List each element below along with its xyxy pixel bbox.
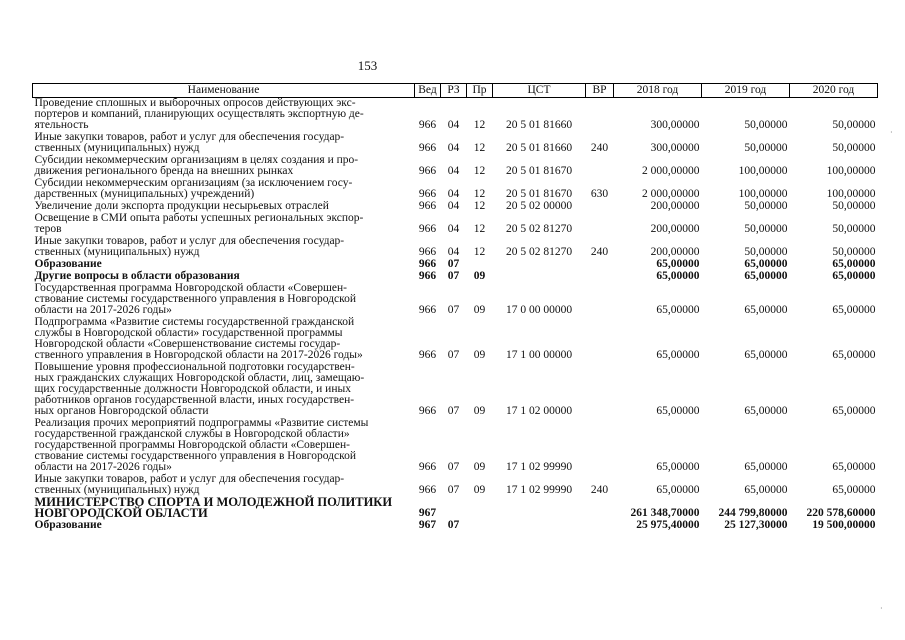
cell-ved: 966	[418, 349, 437, 361]
cell-rz: 04	[447, 200, 460, 212]
cell-y2019: 65,00000	[744, 258, 788, 270]
table-row	[33, 283, 878, 317]
cell-y2018: 65,00000	[656, 349, 700, 361]
cell-cst: 17 1 02 99990	[505, 484, 573, 496]
row-name-line: государственной программы Новгородской области «Совершен-	[34, 439, 350, 451]
cell-y2020: 100,00000	[826, 188, 876, 200]
cell-y2018: 200,00000	[650, 246, 700, 258]
row-name-line: государственной гражданской службы в Новгородской области»	[34, 428, 350, 440]
row-name	[33, 362, 415, 418]
cell-y2018: 200,00000	[650, 223, 700, 235]
cell-ved: 966	[418, 461, 437, 473]
cell-pr: 12	[473, 246, 486, 258]
cell-y2019: 50,00000	[744, 246, 788, 258]
cell-y2019: 244 799,80000	[718, 507, 788, 519]
cell-vr	[586, 271, 614, 283]
cell-vr	[586, 283, 614, 317]
row-name-line: ственного управления в Новгородской области на 2017-2026 годы»	[34, 349, 363, 361]
cell-ved: 966	[418, 142, 437, 154]
cell-vr	[586, 520, 614, 532]
cell-rz	[441, 497, 467, 520]
cell-pr: 09	[473, 270, 486, 282]
row-name-line: ных гражданских служащих Новгородской области, лиц, замещаю-	[34, 372, 365, 384]
cell-rz: 07	[447, 461, 460, 473]
cell-vr: 240	[590, 246, 609, 258]
cell-rz: 04	[447, 119, 460, 131]
cell-vr	[586, 259, 614, 271]
header-row	[33, 84, 878, 98]
cell-pr: 09	[473, 461, 486, 473]
scan-mark: ·	[880, 604, 883, 613]
row-name-line: Повышение уровня профессиональной подготовки государствен-	[34, 361, 355, 373]
row-name-line: ствование системы государственного управления в Новгородской	[34, 293, 356, 305]
cell-ved: 966	[418, 223, 437, 235]
cell-y2020: 50,00000	[832, 246, 876, 258]
row-name-line: Реализация прочих мероприятий подпрограммы «Развитие системы	[34, 417, 369, 429]
cell-y2019: 50,00000	[744, 142, 788, 154]
table-row	[33, 236, 878, 259]
cell-y2019: 50,00000	[744, 223, 788, 235]
row-name	[33, 474, 415, 497]
row-name-line: Государственная программа Новгородской области «Совершен-	[34, 282, 347, 294]
page-number: 153	[357, 58, 378, 73]
cell-y2018: 65,00000	[656, 270, 700, 282]
cell-ved: 966	[418, 484, 437, 496]
row-name-line: Подпрограмма «Развитие системы государственной гражданской	[34, 316, 355, 328]
cell-y2020: 100,00000	[826, 165, 876, 177]
cell-vr	[586, 98, 614, 133]
cell-y2018: 25 975,40000	[636, 519, 700, 531]
cell-y2020: 50,00000	[832, 119, 876, 131]
cell-rz: 07	[447, 258, 460, 270]
row-name-line: работников органов государственной власти, иных государствен-	[34, 394, 355, 406]
row-name-line: теров	[34, 223, 62, 235]
cell-y2018: 65,00000	[656, 258, 700, 270]
header-vr: ВР	[586, 84, 614, 98]
cell-y2018: 261 348,70000	[630, 507, 700, 519]
cell-y2018: 2 000,00000	[642, 165, 700, 177]
table-row	[33, 418, 878, 474]
cell-y2018: 300,00000	[650, 142, 700, 154]
cell-vr	[586, 201, 614, 213]
row-name-line: области на 2017-2026 годы»	[34, 461, 172, 473]
row-name-line: области на 2017-2026 годы»	[34, 304, 172, 316]
cell-cst: 20 5 02 00000	[505, 200, 573, 212]
cell-pr: 12	[473, 142, 486, 154]
cell-rz: 07	[447, 484, 460, 496]
row-name-line: ственных (муниципальных) нужд	[34, 142, 200, 154]
cell-y2019: 65,00000	[744, 484, 788, 496]
cell-y2018: 300,00000	[650, 119, 700, 131]
cell-pr: 12	[473, 188, 486, 200]
cell-rz: 07	[447, 405, 460, 417]
cell-y2018: 65,00000	[656, 304, 700, 316]
cell-y2020: 65,00000	[832, 461, 876, 473]
cell-y2019: 50,00000	[744, 119, 788, 131]
cell-vr	[586, 497, 614, 520]
cell-ved: 966	[418, 258, 437, 270]
cell-y2019: 65,00000	[744, 349, 788, 361]
cell-cst	[493, 520, 586, 532]
cell-cst: 20 5 02 81270	[505, 223, 573, 235]
row-name-line: Образование	[34, 258, 102, 270]
cell-cst: 17 1 02 99990	[505, 461, 573, 473]
cell-vr: 240	[590, 484, 609, 496]
cell-y2018: 2 000,00000	[642, 188, 700, 200]
cell-y2019: 65,00000	[744, 270, 788, 282]
cell-cst: 20 5 01 81660	[505, 142, 573, 154]
cell-vr	[586, 418, 614, 474]
row-name-line: ятельность	[34, 119, 89, 131]
row-name-line: Иные закупки товаров, работ и услуг для обеспечения государ-	[34, 473, 345, 485]
cell-vr	[586, 362, 614, 418]
cell-cst: 20 5 02 81270	[505, 246, 573, 258]
row-name-line: дарственных (муниципальных) учреждений)	[34, 188, 255, 200]
cell-y2020: 65,00000	[832, 270, 876, 282]
cell-ved: 966	[418, 188, 437, 200]
cell-y2019: 100,00000	[738, 188, 788, 200]
row-name-line: Увеличение доли экспорта продукции несырьевых отраслей	[34, 200, 329, 212]
cell-ved: 966	[418, 405, 437, 417]
table-row	[33, 520, 878, 532]
cell-pr	[467, 497, 493, 520]
cell-rz: 07	[447, 519, 460, 531]
cell-rz: 07	[447, 349, 460, 361]
row-name-line: ствование системы государственного управления в Новгородской	[34, 450, 356, 462]
table-body	[33, 98, 878, 533]
row-name	[33, 497, 415, 520]
row-name	[33, 155, 415, 178]
scan-mark: ·	[890, 128, 893, 137]
row-name-line: МИНИСТЕРСТВО СПОРТА И МОЛОДЕЖНОЙ ПОЛИТИКИ	[34, 495, 393, 509]
cell-cst	[493, 271, 586, 283]
cell-cst: 17 1 02 00000	[505, 405, 573, 417]
header-rz: РЗ	[441, 84, 467, 98]
budget-table	[32, 83, 878, 532]
cell-ved: 967	[418, 507, 437, 519]
table-row	[33, 178, 878, 201]
cell-pr: 09	[473, 304, 486, 316]
row-name-line: Образование	[34, 519, 102, 531]
cell-y2020: 65,00000	[832, 484, 876, 496]
cell-cst: 20 5 01 81660	[505, 119, 573, 131]
cell-y2019: 65,00000	[744, 405, 788, 417]
row-name	[33, 283, 415, 317]
table-row	[33, 98, 878, 133]
header-cst: ЦСТ	[493, 84, 586, 98]
row-name	[33, 418, 415, 474]
cell-y2018: 65,00000	[656, 484, 700, 496]
row-name	[33, 520, 415, 532]
cell-ved: 966	[418, 200, 437, 212]
cell-y2020: 19 500,00000	[812, 519, 876, 531]
table-row	[33, 497, 878, 520]
cell-rz: 04	[447, 223, 460, 235]
table-row	[33, 155, 878, 178]
table-row	[33, 362, 878, 418]
row-name	[33, 236, 415, 259]
cell-y2020: 65,00000	[832, 349, 876, 361]
cell-ved: 966	[418, 165, 437, 177]
cell-rz: 04	[447, 246, 460, 258]
cell-pr: 09	[473, 349, 486, 361]
row-name-line: ственных (муниципальных) нужд	[34, 484, 200, 496]
cell-vr: 240	[590, 142, 609, 154]
cell-y2020: 50,00000	[832, 200, 876, 212]
row-name	[33, 98, 415, 133]
cell-pr: 12	[473, 165, 486, 177]
row-name-line: Новгородской области «Совершенствование системы государ-	[34, 338, 341, 350]
cell-y2018: 65,00000	[656, 461, 700, 473]
cell-vr: 630	[590, 188, 609, 200]
cell-pr: 09	[473, 484, 486, 496]
cell-vr	[586, 155, 614, 178]
cell-rz: 07	[447, 304, 460, 316]
row-name-line: НОВГОРОДСКОЙ ОБЛАСТИ	[34, 506, 208, 520]
cell-cst: 17 0 00 00000	[505, 304, 573, 316]
cell-ved: 966	[418, 119, 437, 131]
row-name-line: ственных (муниципальных) нужд	[34, 246, 200, 258]
cell-vr	[586, 213, 614, 236]
row-name-line: щих государственные должности Новгородской области, и иных	[34, 383, 351, 395]
row-name-line: Субсидии некоммерческим организациям в целях создания и про-	[34, 154, 359, 166]
cell-ved: 966	[418, 270, 437, 282]
header-2020: 2020 год	[790, 84, 878, 98]
cell-rz: 04	[447, 188, 460, 200]
cell-pr: 12	[473, 223, 486, 235]
table-row	[33, 474, 878, 497]
cell-pr: 12	[473, 200, 486, 212]
cell-y2018: 200,00000	[650, 200, 700, 212]
header-2019: 2019 год	[702, 84, 790, 98]
cell-ved: 966	[418, 304, 437, 316]
cell-y2019: 25 127,30000	[724, 519, 788, 531]
cell-pr: 12	[473, 119, 486, 131]
cell-cst	[493, 497, 586, 520]
header-ved: Вед	[415, 84, 441, 98]
cell-ved: 966	[418, 246, 437, 258]
cell-y2020: 50,00000	[832, 223, 876, 235]
cell-y2020: 220 578,60000	[806, 507, 876, 519]
cell-y2020: 65,00000	[832, 258, 876, 270]
row-name-line: ных органов Новгородской области	[34, 405, 209, 417]
cell-y2018: 65,00000	[656, 405, 700, 417]
cell-vr	[586, 317, 614, 362]
row-name-line: Другие вопросы в области образования	[34, 270, 240, 282]
cell-rz: 04	[447, 142, 460, 154]
cell-y2020: 50,00000	[832, 142, 876, 154]
cell-cst: 17 1 00 00000	[505, 349, 573, 361]
cell-y2019: 100,00000	[738, 165, 788, 177]
cell-y2020: 65,00000	[832, 405, 876, 417]
cell-cst: 20 5 01 81670	[505, 188, 573, 200]
table-row	[33, 213, 878, 236]
cell-cst: 20 5 01 81670	[505, 165, 573, 177]
row-name-line: Субсидии некоммерческим организациям (за исключением госу-	[34, 177, 353, 189]
cell-pr: 09	[473, 405, 486, 417]
row-name-line: движения регионального бренда на внешних рынках	[34, 165, 294, 177]
cell-y2019: 65,00000	[744, 461, 788, 473]
cell-pr	[467, 520, 493, 532]
cell-ved: 967	[418, 519, 437, 531]
cell-y2019: 50,00000	[744, 200, 788, 212]
row-name-line: Иные закупки товаров, работ и услуг для обеспечения государ-	[34, 131, 345, 143]
row-name	[33, 132, 415, 155]
cell-cst	[493, 259, 586, 271]
cell-rz: 07	[447, 270, 460, 282]
header-pr: Пр	[467, 84, 493, 98]
row-name-line: службы в Новгородской области» государственной программы	[34, 327, 343, 339]
cell-y2019: 65,00000	[744, 304, 788, 316]
row-name-line: портеров и компаний, планирующих осуществлять экспортную де-	[34, 108, 364, 120]
row-name	[33, 213, 415, 236]
row-name-line: Освещение в СМИ опыта работы успешных региональных экспор-	[34, 212, 364, 224]
row-name	[33, 317, 415, 362]
header-name: Наименование	[33, 84, 415, 98]
cell-rz: 04	[447, 165, 460, 177]
header-2018: 2018 год	[614, 84, 702, 98]
row-name	[33, 178, 415, 201]
table-row	[33, 317, 878, 362]
table-row	[33, 132, 878, 155]
row-name-line: Иные закупки товаров, работ и услуг для обеспечения государ-	[34, 235, 345, 247]
cell-y2020: 65,00000	[832, 304, 876, 316]
row-name-line: Проведение сплошных и выборочных опросов действующих экс-	[34, 97, 356, 109]
